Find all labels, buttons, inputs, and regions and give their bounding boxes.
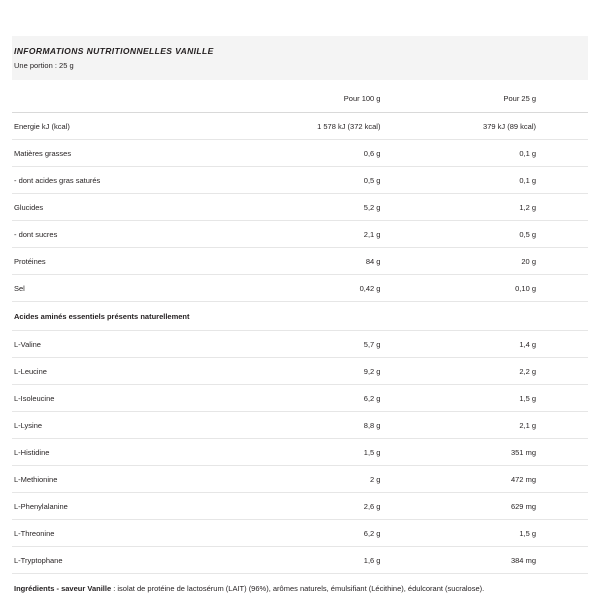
row-value-100g: 0,5 g [277, 167, 433, 194]
table-row [12, 385, 588, 412]
table-row [12, 331, 588, 358]
row-value-25g: 379 kJ (89 kcal) [432, 113, 588, 140]
row-value-25g: 0,1 g [432, 140, 588, 167]
row-value-25g: 2,1 g [432, 412, 588, 439]
table-row [12, 248, 588, 275]
row-value-100g: 6,2 g [277, 385, 433, 412]
row-value-100g: 2,6 g [277, 493, 433, 520]
row-value-100g: 8,8 g [277, 412, 433, 439]
table-section-header [12, 302, 588, 331]
section-label: Acides aminés essentiels présents naturellement [12, 302, 588, 331]
ingredients-section [12, 584, 588, 594]
row-value-25g: 351 mg [432, 439, 588, 466]
table-row [12, 547, 588, 574]
row-label: L-Leucine [12, 358, 277, 385]
row-label: L-Valine [12, 331, 277, 358]
row-value-25g: 20 g [432, 248, 588, 275]
row-label: Sel [12, 275, 277, 302]
row-label: - dont acides gras saturés [12, 167, 277, 194]
row-value-100g: 5,2 g [277, 194, 433, 221]
row-label: Glucides [12, 194, 277, 221]
row-value-100g: 1,6 g [277, 547, 433, 574]
nutrition-table [12, 80, 588, 574]
row-value-25g: 1,5 g [432, 385, 588, 412]
table-row [12, 140, 588, 167]
table-row [12, 194, 588, 221]
row-label: L-Phenylalanine [12, 493, 277, 520]
page-title: INFORMATIONS NUTRITIONNELLES VANILLE [14, 46, 214, 56]
serving-size-text: Une portion : 25 g [14, 61, 74, 70]
row-value-25g: 0,1 g [432, 167, 588, 194]
row-value-100g: 5,7 g [277, 331, 433, 358]
row-label: L-Tryptophane [12, 547, 277, 574]
row-value-25g: 472 mg [432, 466, 588, 493]
row-value-25g: 629 mg [432, 493, 588, 520]
row-value-100g: 0,6 g [277, 140, 433, 167]
row-value-25g: 1,4 g [432, 331, 588, 358]
column-header-label [12, 80, 277, 113]
table-row [12, 221, 588, 248]
row-value-25g: 0,10 g [432, 275, 588, 302]
row-value-100g: 9,2 g [277, 358, 433, 385]
row-label: L-Threonine [12, 520, 277, 547]
table-row [12, 466, 588, 493]
ingredients-label: Ingrédients - saveur Vanille [14, 584, 112, 593]
header-band [12, 36, 588, 80]
table-row [12, 412, 588, 439]
row-value-100g: 6,2 g [277, 520, 433, 547]
row-value-100g: 2,1 g [277, 221, 433, 248]
table-row [12, 358, 588, 385]
column-header-per-25g: Pour 25 g [432, 80, 588, 113]
table-row [12, 275, 588, 302]
row-value-25g: 2,2 g [432, 358, 588, 385]
row-value-100g: 1 578 kJ (372 kcal) [277, 113, 433, 140]
row-label: - dont sucres [12, 221, 277, 248]
table-row [12, 167, 588, 194]
row-label: Protéines [12, 248, 277, 275]
row-value-25g: 1,2 g [432, 194, 588, 221]
table-header-row [12, 80, 588, 113]
table-row [12, 493, 588, 520]
row-label: L-Isoleucine [12, 385, 277, 412]
row-label: L-Lysine [12, 412, 277, 439]
row-label: Energie kJ (kcal) [12, 113, 277, 140]
ingredients-text: : isolat de protéine de lactosérum (LAIT) (96%), arômes naturels, émulsifiant (Lécithine), édulcorant (sucralose). [111, 584, 485, 593]
row-value-100g: 2 g [277, 466, 433, 493]
table-row [12, 113, 588, 140]
table-row [12, 520, 588, 547]
row-value-100g: 0,42 g [277, 275, 433, 302]
row-value-100g: 1,5 g [277, 439, 433, 466]
row-value-100g: 84 g [277, 248, 433, 275]
table-row [12, 439, 588, 466]
row-label: L-Methionine [12, 466, 277, 493]
column-header-per-100g: Pour 100 g [277, 80, 433, 113]
row-label: L-Histidine [12, 439, 277, 466]
row-value-25g: 0,5 g [432, 221, 588, 248]
row-value-25g: 384 mg [432, 547, 588, 574]
row-value-25g: 1,5 g [432, 520, 588, 547]
row-label: Matières grasses [12, 140, 277, 167]
